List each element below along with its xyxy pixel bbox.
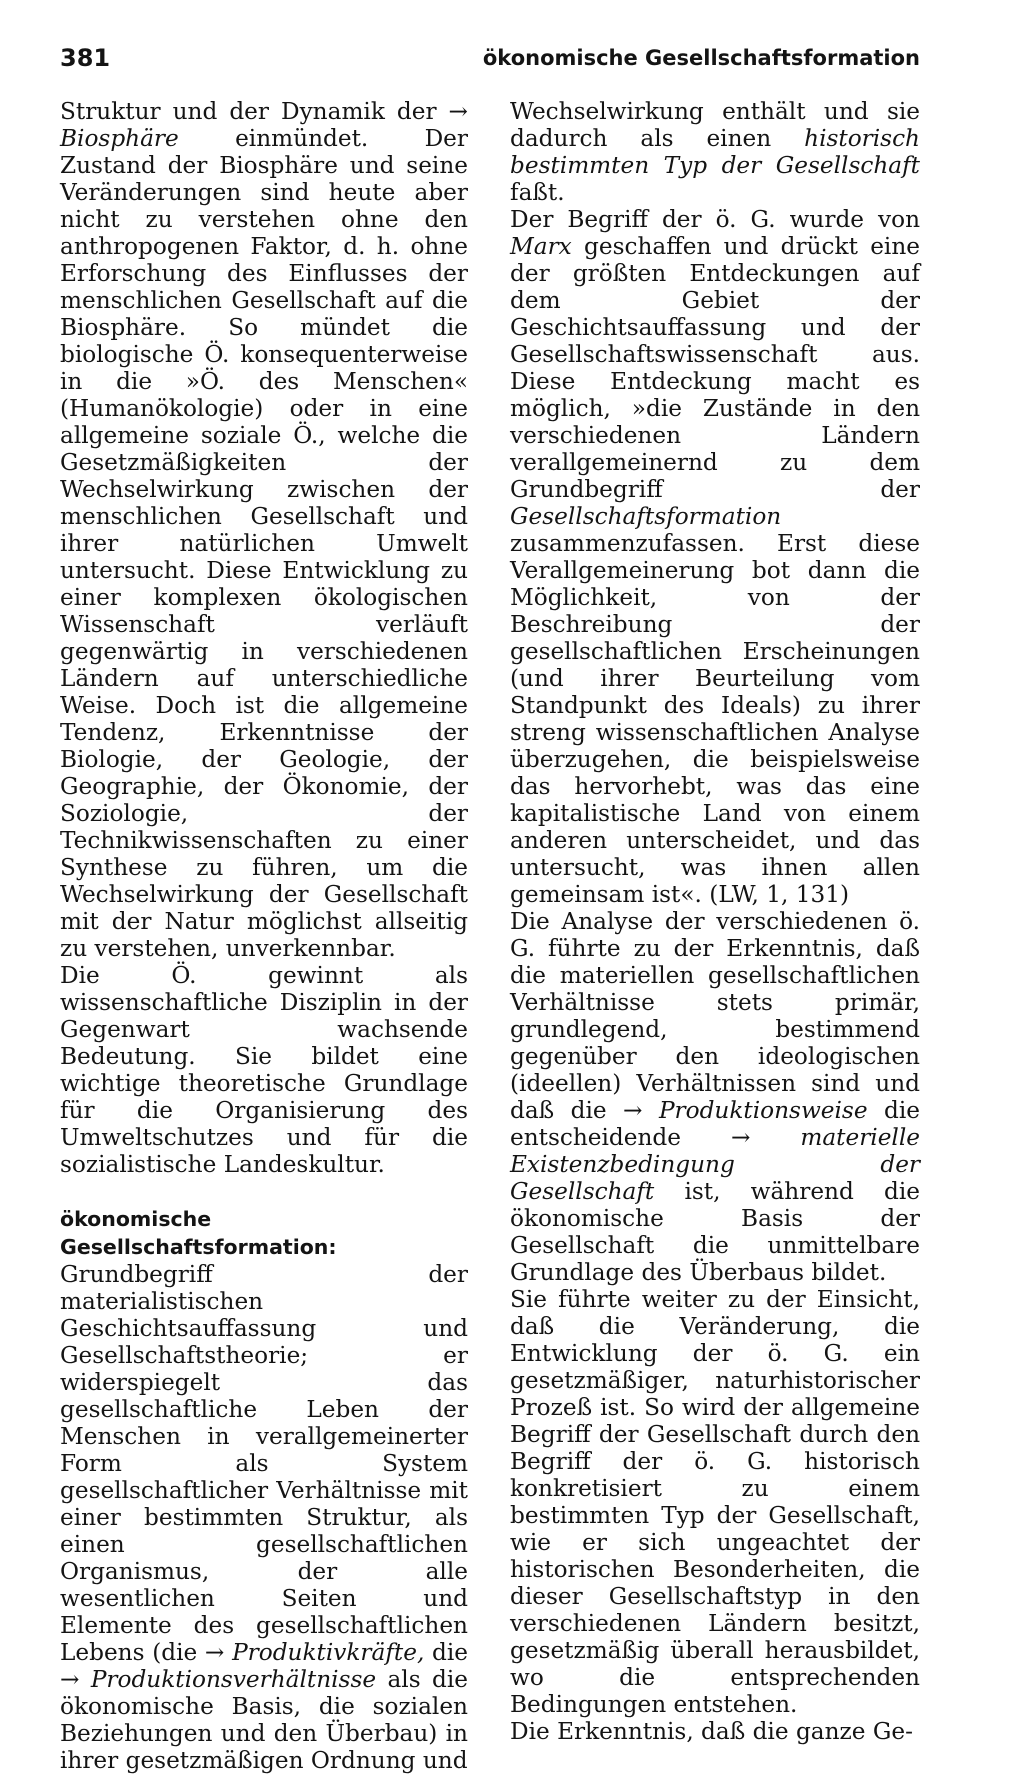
paragraph: Struktur und der Dynamik der → Biosphäre einmündet. Der Zustand der Biosphäre und seine Veränderungen sind heute aber nicht zu verstehen ohne den anthropogenen Faktor, d. h. ohne Erforschung des Einflusses der menschlichen Gesellschaft auf die Biosphäre. So mündet die biologische Ö. konsequenterweise in die »Ö. des Menschen« (Humanökologie) oder in eine allgemeine soziale Ö., welche die Gesetzmäßigkeiten der Wechselwirkung zwischen der menschlichen Gesellschaft und ihrer natürlichen Umwelt untersucht. Diese Entwicklung zu einer komplexen ökologischen Wissenschaft verläuft gegenwärtig in verschiedenen Ländern auf unterschiedliche Weise. Doch ist die allgemeine Tendenz, Erkenntnisse der Biologie, der Geologie, der Geographie, der Ökonomie, der Soziologie, der Technikwissenschaften zu einer Synthese zu führen, um die Wechselwirkung der Gesellschaft mit der Natur möglichst allseitig zu verstehen, unverkennbar.	[60, 98, 468, 962]
cross-reference: materielle Existenzbedingung der Gesellschaft	[510, 1124, 920, 1205]
paragraph: Die Analyse der verschiedenen ö. G. führte zu der Erkenntnis, daß die materiellen gesellschaftlichen Verhältnisse stets primär, grundlegend, bestimmend gegenüber den ideologischen (ideellen) Verhältnissen sind und daß die → Produktionsweise die entscheidende → materielle Existenzbedingung der Gesellschaft ist, während die ökonomische Basis der Gesellschaft die unmittelbare Grundlage des Überbaus bildet.	[510, 908, 920, 1286]
cross-reference: Produktivkräfte,	[232, 1639, 425, 1666]
emphasis: Gesellschaftsformation	[510, 503, 782, 530]
right-column	[510, 98, 920, 1745]
page-header	[60, 38, 920, 78]
dictionary-entry: ökonomische Gesellschaftsformation: Grundbegriff der materialistischen Geschichtsauffassung und Gesellschaftstheorie; er widerspiegelt das gesellschaftliche Leben der Menschen in verallgemeinerter Form als System gesellschaftlicher Verhältnisse mit einer bestimmten Struktur, als einen gesellschaftlichen Organismus, der alle wesentlichen Seiten und Elemente des gesellschaftlichen Lebens (die → Produktivkräfte, die → Produktionsverhältnisse als die ökonomische Basis, die sozialen Beziehungen und den Überbau) in ihrer gesetzmäßigen Ordnung und	[60, 1207, 469, 1774]
paragraph: Die Erkenntnis, daß die ganze Ge-	[510, 1718, 913, 1745]
page-number: 381	[60, 44, 111, 72]
cross-reference: Biosphäre	[60, 125, 179, 152]
emphasis: Marx	[510, 233, 572, 260]
cross-reference: Produktionsweise	[658, 1097, 868, 1124]
running-head: ökonomische Gesellschaftsformation	[482, 46, 920, 70]
left-column	[60, 98, 468, 1774]
cross-reference: Produktionsverhältnisse	[90, 1666, 377, 1693]
paragraph: Die Ö. gewinnt als wissenschaftliche Disziplin in der Gegenwart wachsende Bedeutung. Sie bildet eine wichtige theoretische Grundlage für die Organisierung des Umweltschutzes und für die sozialistische Landeskultur.	[60, 962, 468, 1178]
paragraph: Der Begriff der ö. G. wurde von Marx geschaffen und drückt eine der größten Entdeckungen auf dem Gebiet der Geschichtsauffassung und der Gesellschaftswissenschaft aus. Diese Entdeckung macht es möglich, »die Zustände in den verschiedenen Ländern verallgemeinernd zu dem Grundbegriff der Gesellschaftsformation zusammenzufassen. Erst diese Verallgemeinerung bot dann die Möglichkeit, von der Beschreibung der gesellschaftlichen Erscheinungen (und ihrer Beurteilung vom Standpunkt des Ideals) zu ihrer streng wissenschaftlichen Analyse überzugehen, die beispielsweise das hervorhebt, was das eine kapitalistische Land von einem anderen unterscheidet, und das untersucht, was ihnen allen gemeinsam ist«. (LW, 1, 131)	[510, 206, 920, 908]
entry-headword: ökonomische Gesellschaftsformation	[60, 1207, 329, 1259]
emphasis: historisch bestimmten Typ der Gesellschaft	[510, 125, 920, 179]
paragraph: Sie führte weiter zu der Einsicht, daß die Veränderung, die Entwicklung der ö. G. ein gesetzmäßiger, naturhistorischer Prozeß ist. So wird der allgemeine Begriff der Gesellschaft durch den Begriff der ö. G. historisch konkretisiert zu einem bestimmten Typ der Gesellschaft, wie er sich ungeachtet der historischen Besonderheiten, die dieser Gesellschaftstyp in den verschiedenen Ländern besitzt, gesetzmäßig überall herausbildet, wo die entsprechenden Bedingungen entstehen.	[510, 1286, 920, 1718]
paragraph: Wechselwirkung enthält und sie dadurch als einen historisch bestimmten Typ der Gesellschaft faßt.	[510, 98, 920, 206]
